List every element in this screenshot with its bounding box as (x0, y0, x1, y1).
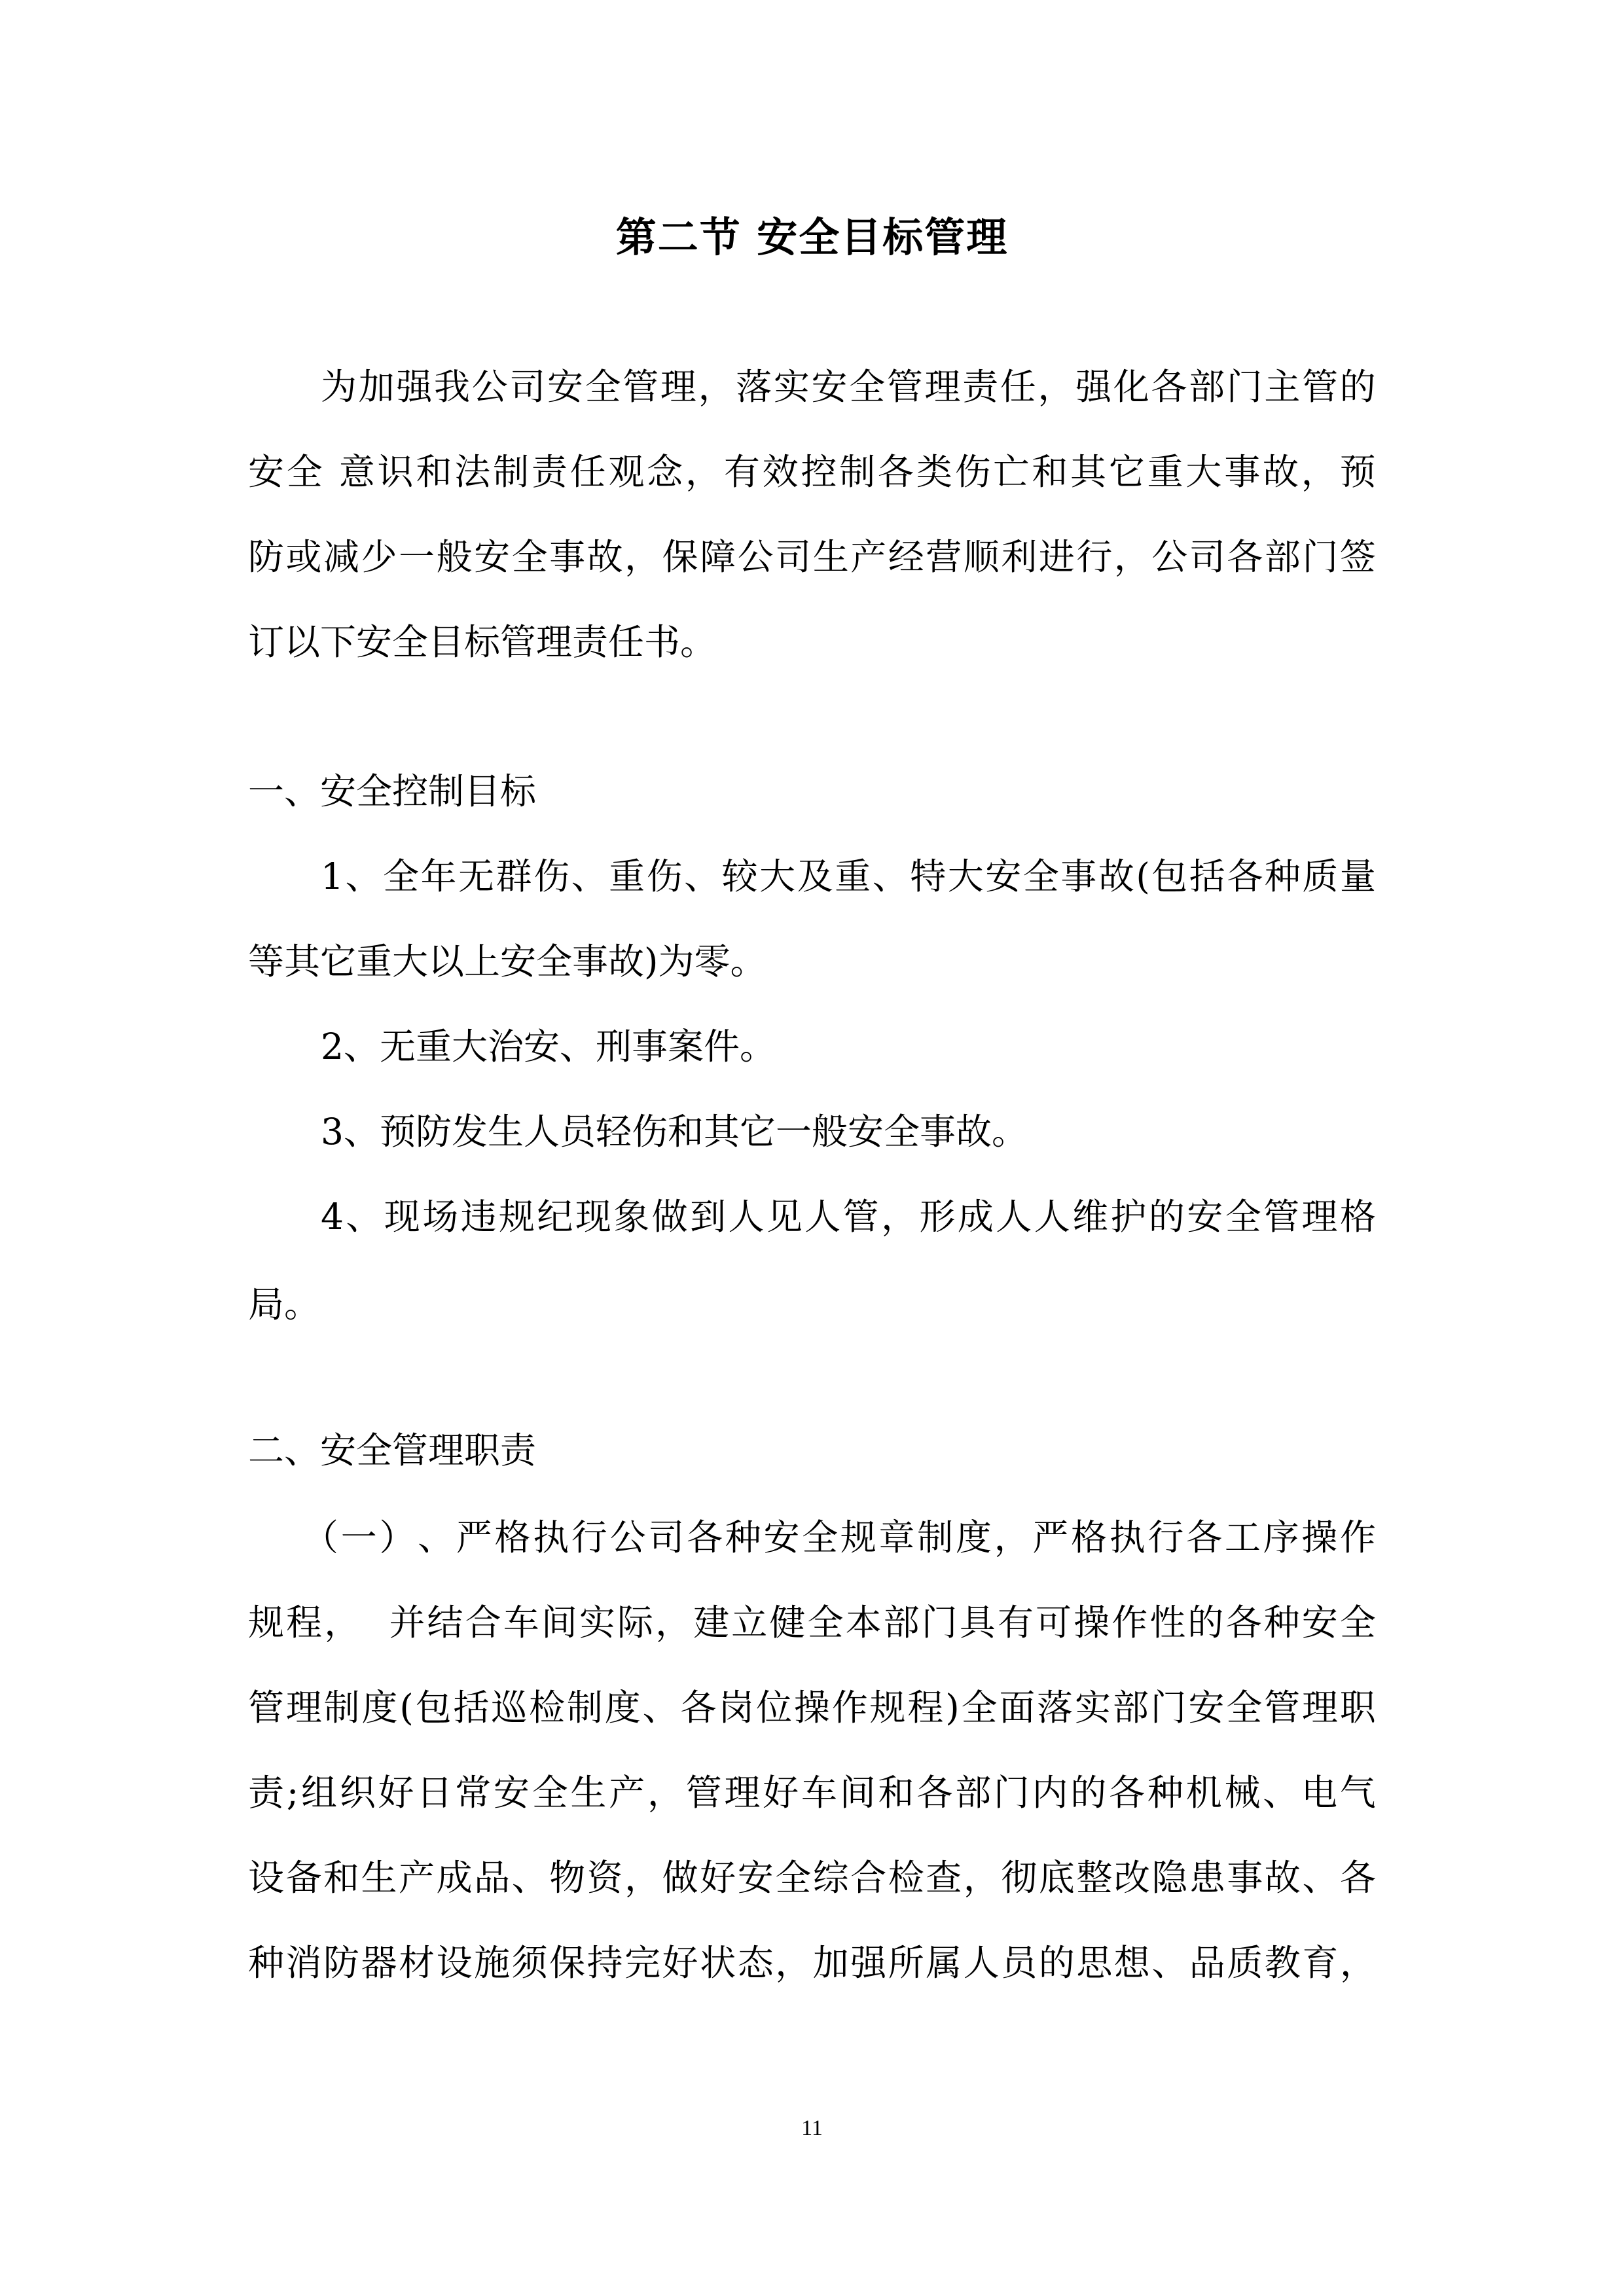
intro-line-1: 为加强我公司安全管理，落实安全管理责任，强化各部门主管的 (321, 366, 1376, 408)
intro-line-4: 订以下安全目标管理责任书。 (248, 621, 717, 663)
section-1-item-4-line-1: 4、现场违规纪现象做到人见人管，形成人人维护的安全管理格 (321, 1196, 1376, 1238)
section-1-item-4-line-2: 局。 (248, 1283, 321, 1325)
page-number: 11 (801, 2116, 823, 2140)
section-2-para-line-5: 设备和生产成品、物资，做好安全综合检查，彻底整改隐患事故、各 (248, 1857, 1376, 1899)
intro-line-2: 安全 意识和法制责任观念，有效控制各类伤亡和其它重大事故，预 (248, 451, 1376, 493)
section-2-heading: 二、安全管理职责 (248, 1429, 537, 1471)
section-1-item-1-line-1: 1、全年无群伤、重伤、较大及重、特大安全事故(包括各种质量 (321, 855, 1376, 897)
section-1-heading: 一、安全控制目标 (248, 770, 537, 812)
section-2-para-line-2: 规程， 并结合车间实际，建立健全本部门具有可操作性的各种安全 (248, 1602, 1376, 1643)
section-1-item-2: 2、无重大治安、刑事案件。 (321, 1026, 776, 1067)
section-1-item-3: 3、预防发生人员轻伤和其它一般安全事故。 (321, 1111, 1028, 1153)
section-2-para-line-4: 责;组织好日常安全生产，管理好车间和各部门内的各种机械、电气 (248, 1772, 1376, 1814)
intro-line-3: 防或减少一般安全事故，保障公司生产经营顺利进行，公司各部门签 (248, 536, 1376, 578)
section-2-para-line-1: （一）、严格执行公司各种安全规章制度，严格执行各工序操作 (302, 1516, 1376, 1558)
section-1-item-1-line-2: 等其它重大以上安全事故)为零。 (248, 941, 767, 982)
section-title: 第二节 安全目标管理 (615, 213, 1009, 261)
section-2-para-line-6: 种消防器材设施须保持完好状态，加强所属人员的思想、品质教育， (248, 1942, 1376, 1984)
section-2-para-line-3: 管理制度(包括巡检制度、各岗位操作规程)全面落实部门安全管理职 (248, 1687, 1376, 1729)
